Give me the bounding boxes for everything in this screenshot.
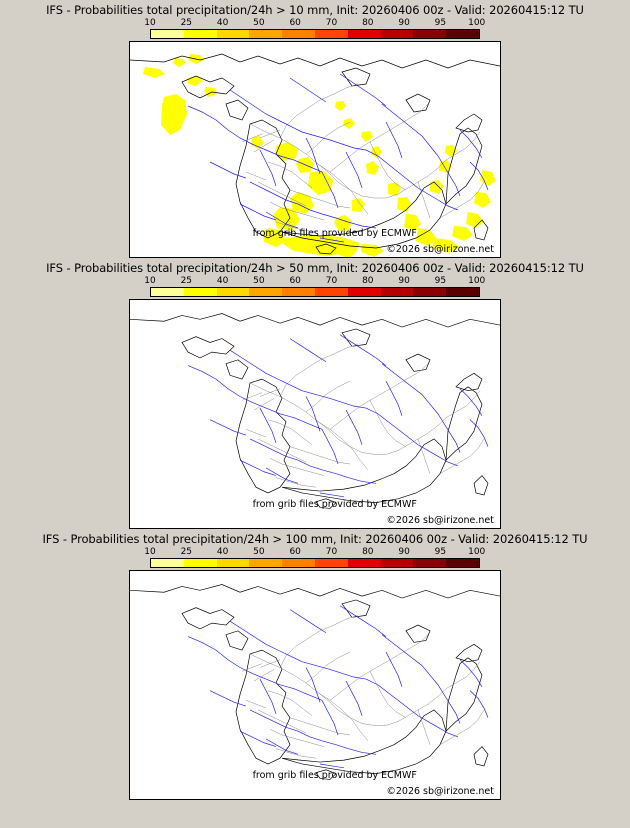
colorbar-tick: 95 <box>434 18 447 28</box>
colorbar-swatch <box>217 559 250 567</box>
panel-title-50mm: IFS - Probabilities total precipitation/24h > 50 mm, Init: 20260406 00z - Valid: 20260415:12 TU <box>46 261 584 275</box>
colorbar-gradient <box>150 558 480 568</box>
panel-precip-50mm <box>0 258 630 529</box>
sb-credit: ©2026 sb@irizone.net <box>386 786 494 797</box>
colorbar-tick: 80 <box>362 276 374 286</box>
colorbar-tick: 70 <box>325 276 338 286</box>
colorbar-tick: 90 <box>398 547 410 557</box>
colorbar-tick: 40 <box>216 276 229 286</box>
colorbar-swatch <box>348 288 381 296</box>
colorbar-swatch <box>381 559 414 567</box>
colorbar-swatch <box>315 559 348 567</box>
colorbar-tick: 100 <box>468 276 486 286</box>
panel-precip-10mm <box>0 0 630 258</box>
colorbar-swatch <box>381 30 414 38</box>
colorbar-tick: 50 <box>253 547 265 557</box>
colorbar-tick: 80 <box>362 547 374 557</box>
panel-title-10mm: IFS - Probabilities total precipitation/24h > 10 mm, Init: 20260406 00z - Valid: 20260415:12 TU <box>46 3 584 17</box>
colorbar-swatch <box>381 288 414 296</box>
ecmwf-credit: from grib files provided by ECMWF <box>252 770 417 781</box>
colorbar-10mm <box>144 18 486 40</box>
colorbar-swatch <box>413 288 446 296</box>
colorbar-tick: 10 <box>144 276 156 286</box>
colorbar-tick: 10 <box>144 547 156 557</box>
colorbar-swatch <box>315 30 348 38</box>
colorbar-tick: 40 <box>216 547 229 557</box>
colorbar-swatch <box>184 288 217 296</box>
ecmwf-credit: from grib files provided by ECMWF <box>252 499 417 510</box>
colorbar-tick: 25 <box>180 547 193 557</box>
colorbar-tick: 70 <box>325 547 338 557</box>
colorbar-swatch <box>446 288 479 296</box>
colorbar-tick: 95 <box>434 276 447 286</box>
colorbar-tick: 25 <box>180 18 193 28</box>
colorbar-swatch <box>151 559 184 567</box>
colorbar-tick: 95 <box>434 547 447 557</box>
map-10mm[interactable] <box>129 41 501 258</box>
panel-precip-100mm <box>0 529 630 800</box>
colorbar-labels <box>144 18 486 28</box>
colorbar-tick: 10 <box>144 18 156 28</box>
colorbar-tick: 80 <box>362 18 374 28</box>
colorbar-gradient <box>150 29 480 39</box>
colorbar-swatch <box>348 30 381 38</box>
colorbar-50mm <box>144 276 486 298</box>
colorbar-tick: 60 <box>289 276 301 286</box>
colorbar-tick: 50 <box>253 18 265 28</box>
colorbar-swatch <box>217 30 250 38</box>
map-100mm[interactable] <box>129 570 501 800</box>
colorbar-gradient <box>150 287 480 297</box>
panel-title-100mm: IFS - Probabilities total precipitation/24h > 100 mm, Init: 20260406 00z - Valid: 20260415:12 TU <box>42 532 588 546</box>
colorbar-swatch <box>249 559 282 567</box>
colorbar-swatch <box>282 288 315 296</box>
colorbar-swatch <box>184 559 217 567</box>
colorbar-swatch <box>315 288 348 296</box>
colorbar-tick: 100 <box>468 18 486 28</box>
colorbar-tick: 40 <box>216 18 229 28</box>
colorbar-swatch <box>282 559 315 567</box>
colorbar-swatch <box>184 30 217 38</box>
colorbar-tick: 25 <box>180 276 193 286</box>
colorbar-tick: 90 <box>398 18 410 28</box>
colorbar-labels <box>144 547 486 557</box>
map-50mm[interactable] <box>129 299 501 529</box>
colorbar-swatch <box>151 30 184 38</box>
colorbar-swatch <box>413 559 446 567</box>
ecmwf-credit: from grib files provided by ECMWF <box>252 228 417 239</box>
colorbar-labels <box>144 276 486 286</box>
colorbar-swatch <box>249 30 282 38</box>
colorbar-tick: 70 <box>325 18 338 28</box>
sb-credit: ©2026 sb@irizone.net <box>386 244 494 255</box>
colorbar-swatch <box>282 30 315 38</box>
colorbar-swatch <box>413 30 446 38</box>
colorbar-swatch <box>249 288 282 296</box>
colorbar-tick: 60 <box>289 18 301 28</box>
sb-credit: ©2026 sb@irizone.net <box>386 515 494 526</box>
colorbar-100mm <box>144 547 486 569</box>
colorbar-swatch <box>348 559 381 567</box>
colorbar-tick: 90 <box>398 276 410 286</box>
colorbar-swatch <box>151 288 184 296</box>
colorbar-swatch <box>217 288 250 296</box>
colorbar-swatch <box>446 559 479 567</box>
colorbar-tick: 60 <box>289 547 301 557</box>
colorbar-swatch <box>446 30 479 38</box>
colorbar-tick: 100 <box>468 547 486 557</box>
colorbar-tick: 50 <box>253 276 265 286</box>
